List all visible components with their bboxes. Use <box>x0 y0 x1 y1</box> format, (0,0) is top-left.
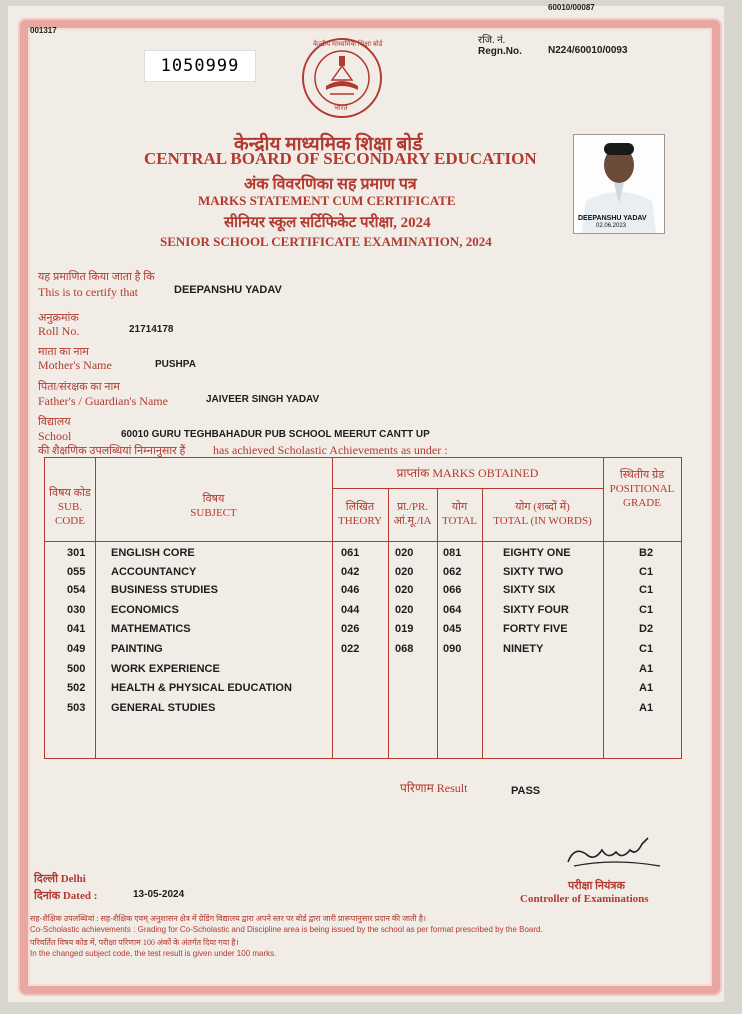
certificate-title-hindi: अंक विवरणिका सह प्रमाण पत्र <box>244 176 417 193</box>
positional-grade: C1 <box>639 643 654 655</box>
header-theory: लिखित THEORY <box>338 501 382 527</box>
controller-signature <box>564 832 664 876</box>
achieved-label-english: has achieved Scholastic Achievements as under : <box>213 443 448 457</box>
father-name: JAIVEER SINGH YADAV <box>206 394 320 405</box>
footnote-hindi-1: सह-शैक्षिक उपलब्धियां : सह-शैक्षिक एवम् अनुशासन क्षेत्र में ग्रेडिंग विद्यालय द्वारा अपने स्तर पर बोर्ड द्वारा जारी प्रारूपानुसार प्रदान की जाती है। <box>30 914 427 923</box>
school-name: 60010 GURU TEGHBAHADUR PUB SCHOOL MEERUT CANTT UP <box>121 429 430 440</box>
header-grade: स्थितीय ग्रेड POSITIONAL GRADE <box>609 469 675 509</box>
serial-number: 1050999 <box>144 50 256 82</box>
photo-caption: DEEPANSHU YADAV <box>578 215 647 222</box>
certify-label-english: This is to certify that <box>38 285 138 299</box>
practical-marks: 020 <box>395 604 414 616</box>
top-right-code: 60010/00087 <box>548 3 595 12</box>
regn-label-hi: रजि. नं. <box>478 35 506 46</box>
total-marks: 066 <box>443 584 462 596</box>
positional-grade: C1 <box>639 566 654 578</box>
certificate-title-english: MARKS STATEMENT CUM CERTIFICATE <box>198 193 456 208</box>
school-label-english: School <box>38 429 72 443</box>
board-name-english: CENTRAL BOARD OF SECONDARY EDUCATION <box>144 149 537 168</box>
total-in-words: SIXTY FOUR <box>503 604 569 616</box>
positional-grade: B2 <box>639 547 654 559</box>
total-marks: 064 <box>443 604 462 616</box>
total-in-words: FORTY FIVE <box>503 623 568 635</box>
total-in-words: SIXTY SIX <box>503 584 556 596</box>
positional-grade: A1 <box>639 702 654 714</box>
controller-label-hindi: परीक्षा नियंत्रक <box>568 880 625 892</box>
subject-name: HEALTH & PHYSICAL EDUCATION <box>111 682 292 694</box>
subject-code: 301 <box>67 547 86 559</box>
emblem-text: केन्द्रीय माध्यमिक शिक्षा बोर्ड <box>313 40 383 48</box>
regn-number: N224/60010/0093 <box>548 45 628 56</box>
father-label-english: Father's / Guardian's Name <box>38 394 168 408</box>
footnote-english-2: In the changed subject code, the test result is given under 100 marks. <box>30 949 277 958</box>
theory-marks: 061 <box>341 547 360 559</box>
positional-grade: C1 <box>639 604 654 616</box>
school-label-hindi: विद्यालय <box>38 416 71 428</box>
mother-label-english: Mother's Name <box>38 358 112 372</box>
total-marks: 081 <box>443 547 462 559</box>
total-marks: 062 <box>443 566 462 578</box>
positional-grade: C1 <box>639 584 654 596</box>
subject-name: BUSINESS STUDIES <box>111 584 218 596</box>
top-left-code: 001317 <box>30 26 57 35</box>
roll-label-hindi: अनुक्रमांक <box>38 312 79 324</box>
certify-label-hindi: यह प्रमाणित किया जाता है कि <box>38 271 155 283</box>
total-in-words: EIGHTY ONE <box>503 547 571 559</box>
subject-name: PAINTING <box>111 643 163 655</box>
subject-name: ENGLISH CORE <box>111 547 195 559</box>
regn-label-en: Regn.No. <box>478 46 522 57</box>
subject-code: 055 <box>67 566 86 578</box>
roll-label-english: Roll No. <box>38 324 80 338</box>
practical-marks: 019 <box>395 623 414 635</box>
total-marks: 090 <box>443 643 462 655</box>
theory-marks: 044 <box>341 604 360 616</box>
header-total: योग TOTAL <box>442 501 477 527</box>
subject-code: 054 <box>67 584 86 596</box>
subject-code: 030 <box>67 604 86 616</box>
date-label: दिनांक Dated : <box>34 890 98 902</box>
practical-marks: 020 <box>395 547 414 559</box>
issue-date: 13-05-2024 <box>133 889 185 900</box>
marks-table <box>44 457 682 759</box>
mother-name: PUSHPA <box>155 359 196 370</box>
emblem-bottom-text: भारत <box>334 104 348 112</box>
total-marks: 045 <box>443 623 462 635</box>
theory-marks: 026 <box>341 623 360 635</box>
result-value: PASS <box>511 785 541 797</box>
theory-marks: 022 <box>341 643 360 655</box>
header-marks-obtained: प्राप्तांक MARKS OBTAINED <box>396 466 539 480</box>
subject-code: 500 <box>67 663 86 675</box>
father-label-hindi: पिता/संरक्षक का नाम <box>38 381 120 393</box>
student-name: DEEPANSHU YADAV <box>174 284 282 296</box>
subject-name: WORK EXPERIENCE <box>111 663 220 675</box>
place-label: दिल्ली Delhi <box>34 873 86 885</box>
footnote-hindi-2: परिवर्तित विषय कोड में, परीक्षा परिणाम 100 अंकों के अंतर्गत दिया गया है। <box>30 938 239 947</box>
header-subject: विषय SUBJECT <box>190 493 237 519</box>
positional-grade: A1 <box>639 682 654 694</box>
positional-grade: A1 <box>639 663 654 675</box>
board-name-hindi: केन्द्रीय माध्यमिक शिक्षा बोर्ड <box>234 134 423 155</box>
practical-marks: 020 <box>395 584 414 596</box>
subject-name: ACCOUNTANCY <box>111 566 197 578</box>
practical-marks: 020 <box>395 566 414 578</box>
photo-date: 02.06.2023 <box>596 223 627 229</box>
subject-name: GENERAL STUDIES <box>111 702 216 714</box>
header-practical: प्रा./PR. आं.मू./IA <box>393 501 432 527</box>
result-label: परिणाम Result <box>400 781 468 795</box>
header-total-words: योग (शब्दों में) TOTAL (IN WORDS) <box>493 501 592 527</box>
theory-marks: 046 <box>341 584 360 596</box>
subject-name: ECONOMICS <box>111 604 179 616</box>
subject-code: 502 <box>67 682 86 694</box>
subject-code: 503 <box>67 702 86 714</box>
positional-grade: D2 <box>639 623 654 635</box>
footnote-english-1: Co-Scholastic achievements : Grading for Co-Scholastic and Discipline area is being issued by the school as per format prescribed by the Board. <box>30 925 543 934</box>
certificate-sheet <box>8 3 724 1002</box>
practical-marks: 068 <box>395 643 414 655</box>
subject-code: 049 <box>67 643 86 655</box>
roll-number: 21714178 <box>129 324 174 335</box>
student-photo <box>573 134 665 234</box>
achieved-label-hindi: की शैक्षणिक उपलब्धियां निम्नानुसार हैं <box>38 445 186 457</box>
header-code: विषय कोड SUB. CODE <box>49 487 91 527</box>
theory-marks: 042 <box>341 566 360 578</box>
controller-label-english: Controller of Examinations <box>520 893 649 905</box>
exam-name-english: SENIOR SCHOOL CERTIFICATE EXAMINATION, 2024 <box>160 234 492 249</box>
exam-name-hindi: सीनियर स्कूल सर्टिफिकेट परीक्षा, 2024 <box>224 215 431 231</box>
subject-name: MATHEMATICS <box>111 623 191 635</box>
subject-code: 041 <box>67 623 86 635</box>
total-in-words: SIXTY TWO <box>503 566 564 578</box>
total-in-words: NINETY <box>503 643 544 655</box>
mother-label-hindi: माता का नाम <box>38 346 89 358</box>
